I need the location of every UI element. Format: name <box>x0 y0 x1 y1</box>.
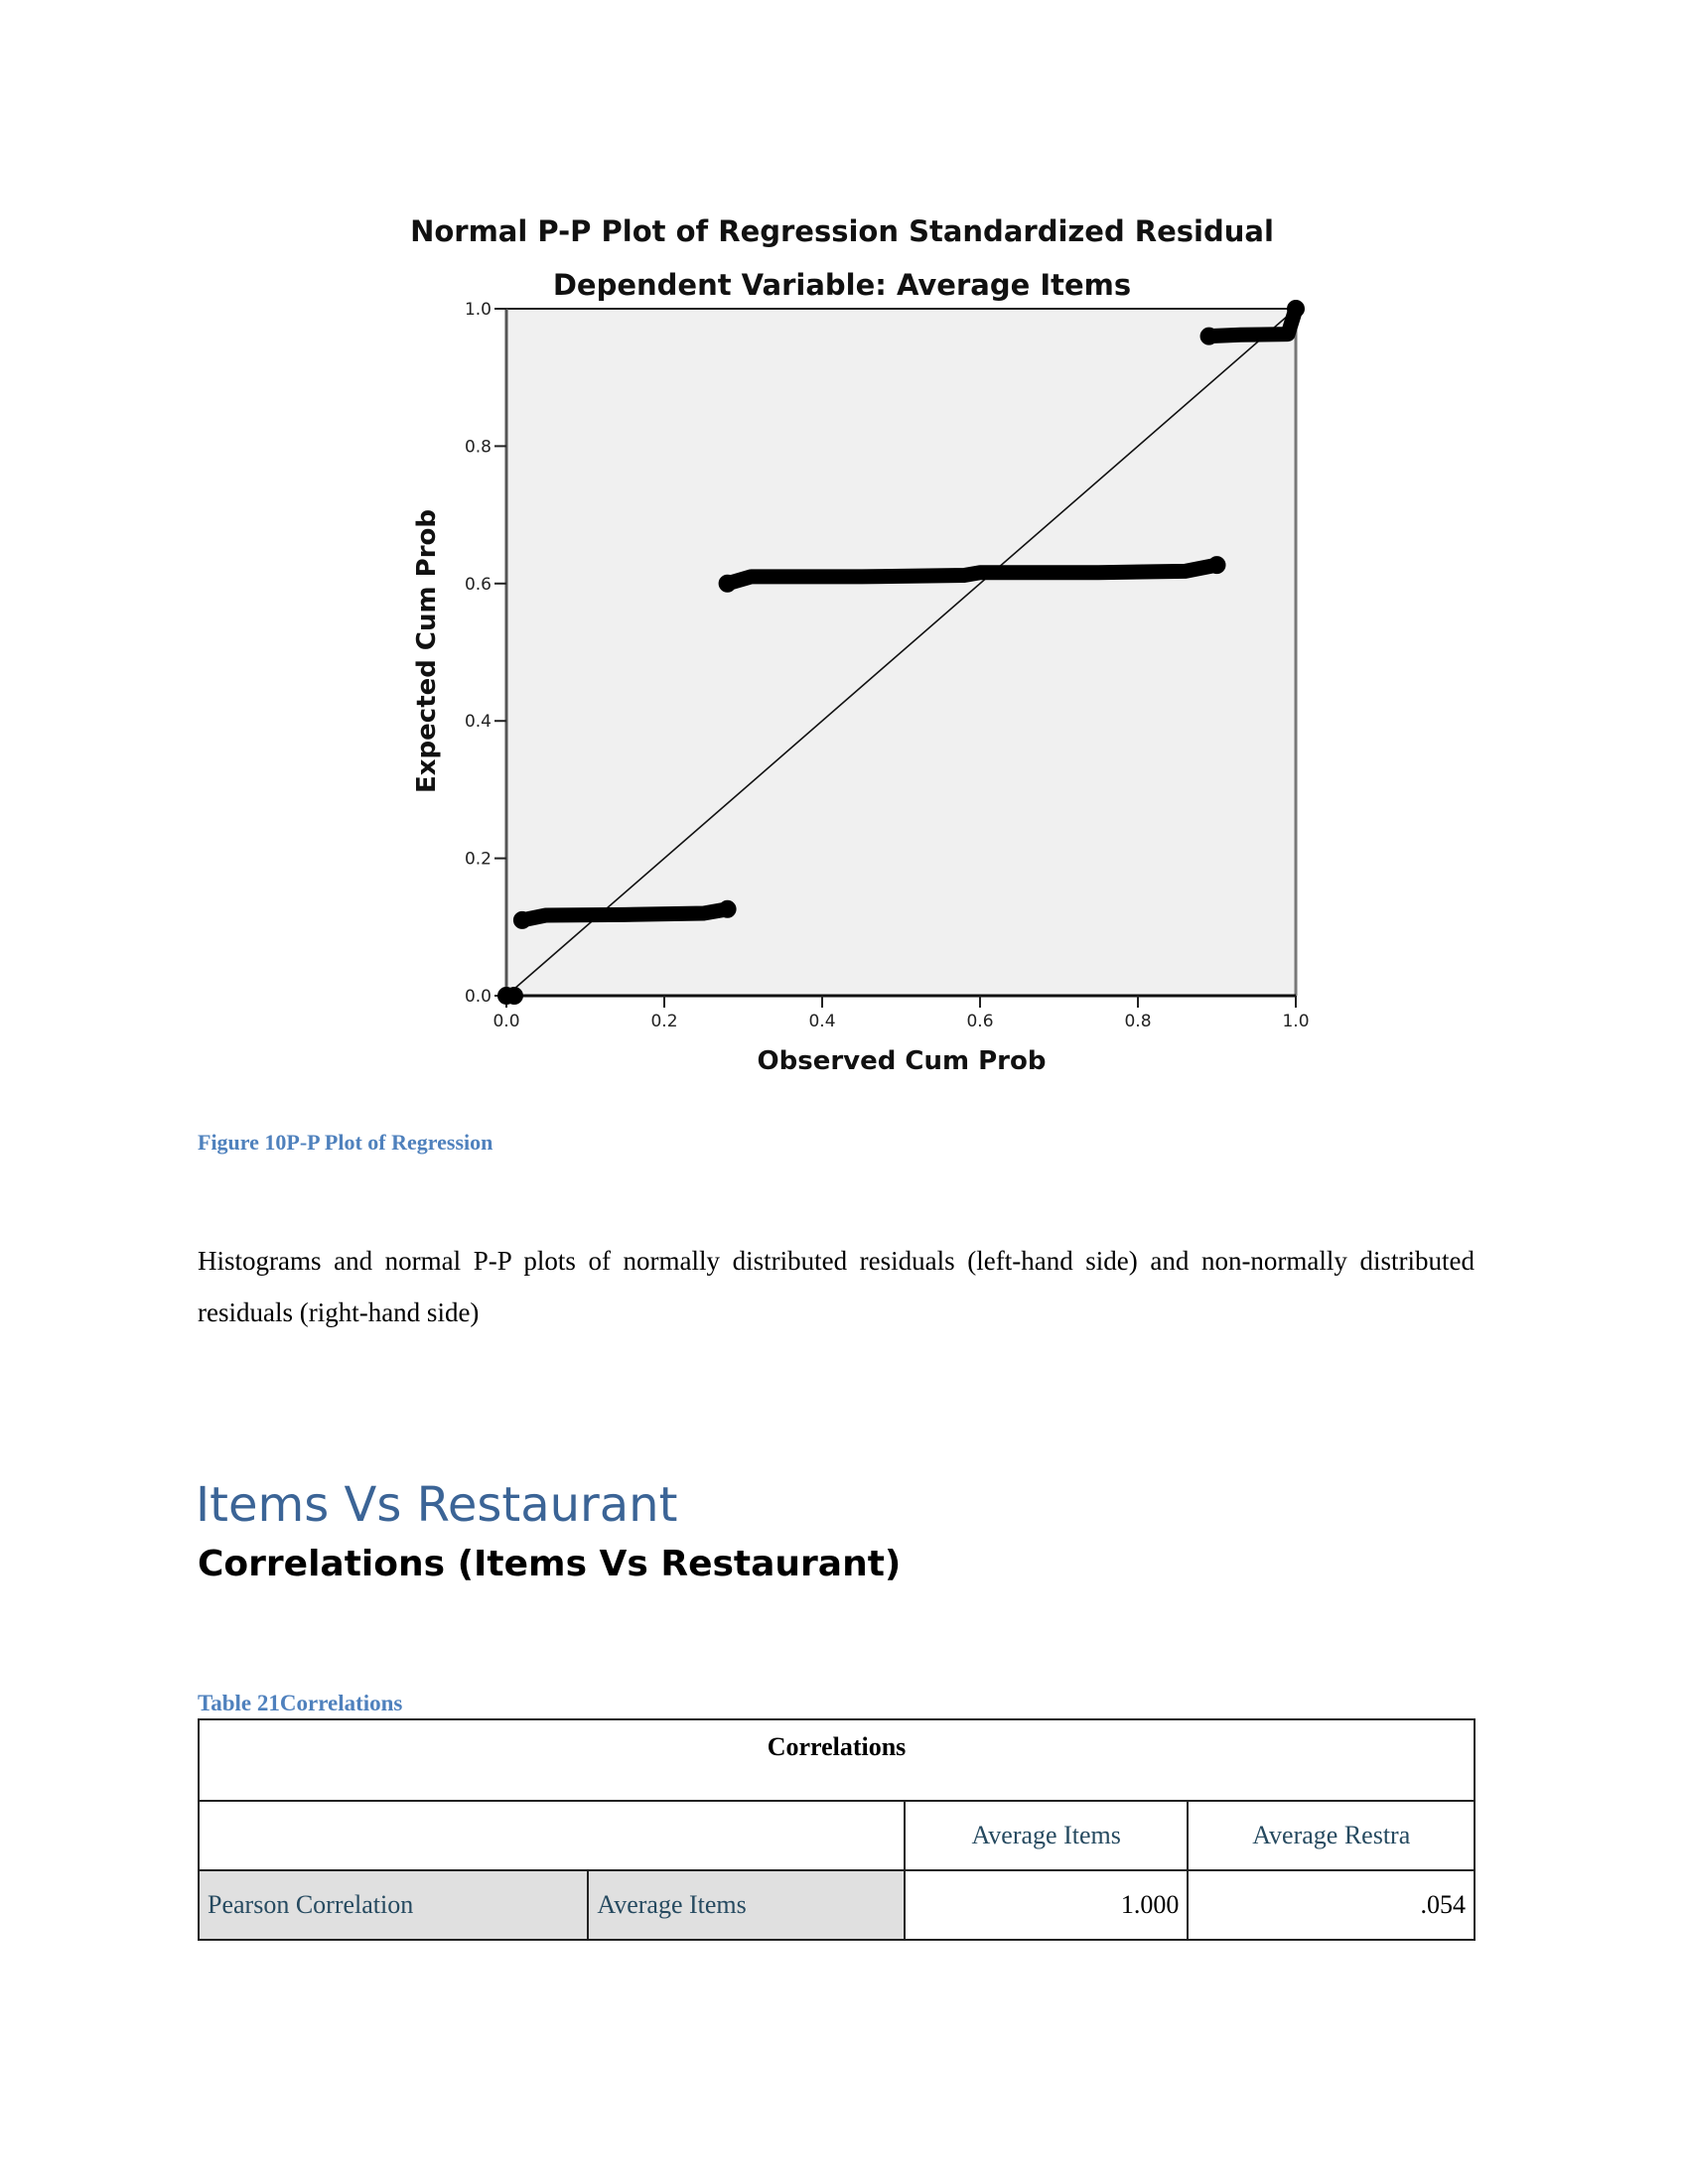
y-ticks <box>465 300 506 1007</box>
y-tick-label: 0.8 <box>464 437 492 458</box>
cell-value: .054 <box>1188 1870 1475 1940</box>
y-tick-label: 0.2 <box>464 849 492 870</box>
y-tick-label: 0.6 <box>464 574 492 595</box>
x-axis-label: Observed Cum Prob <box>757 1046 1047 1076</box>
point-cluster <box>522 909 728 920</box>
x-tick-label: 0.6 <box>966 1012 994 1031</box>
y-axis-label: Expected Cum Prob <box>412 509 442 793</box>
section-heading: Items Vs Restaurant <box>196 1477 678 1533</box>
row-label: Pearson Correlation <box>199 1870 588 1940</box>
chart-subtitle: Dependent Variable: Average Items <box>552 268 1132 302</box>
x-tick-label: 0.0 <box>492 1012 520 1031</box>
y-tick-label: 0.0 <box>464 987 492 1007</box>
x-tick-label: 1.0 <box>1282 1012 1310 1031</box>
x-ticks <box>492 996 1309 1031</box>
figure-caption: Figure 10P-P Plot of Regression <box>198 1130 493 1155</box>
empty-corner-cell <box>199 1801 905 1870</box>
table-row <box>199 1870 1475 1940</box>
y-tick-label: 0.4 <box>464 712 492 733</box>
chart-title: Normal P-P Plot of Regression Standardized Residual <box>410 214 1274 248</box>
body-paragraph: Histograms and normal P-P plots of normally distributed residuals (left-hand side) and non-normally distributed residuals (right-hand side) <box>198 1246 1475 1327</box>
subsection-heading: Correlations (Items Vs Restaurant) <box>198 1544 902 1584</box>
x-tick-label: 0.8 <box>1124 1012 1152 1031</box>
y-tick-label: 1.0 <box>464 300 492 320</box>
cell-value: 1.000 <box>905 1870 1189 1940</box>
column-header: Average Restra <box>1188 1801 1475 1870</box>
row-sublabel: Average Items <box>588 1870 904 1940</box>
table-caption: Table 21Correlations <box>198 1691 403 1715</box>
table-title: Correlations <box>199 1719 1475 1801</box>
x-tick-label: 0.4 <box>808 1012 836 1031</box>
correlations-table <box>198 1718 1476 1941</box>
x-tick-label: 0.2 <box>650 1012 678 1031</box>
column-header: Average Items <box>905 1801 1189 1870</box>
